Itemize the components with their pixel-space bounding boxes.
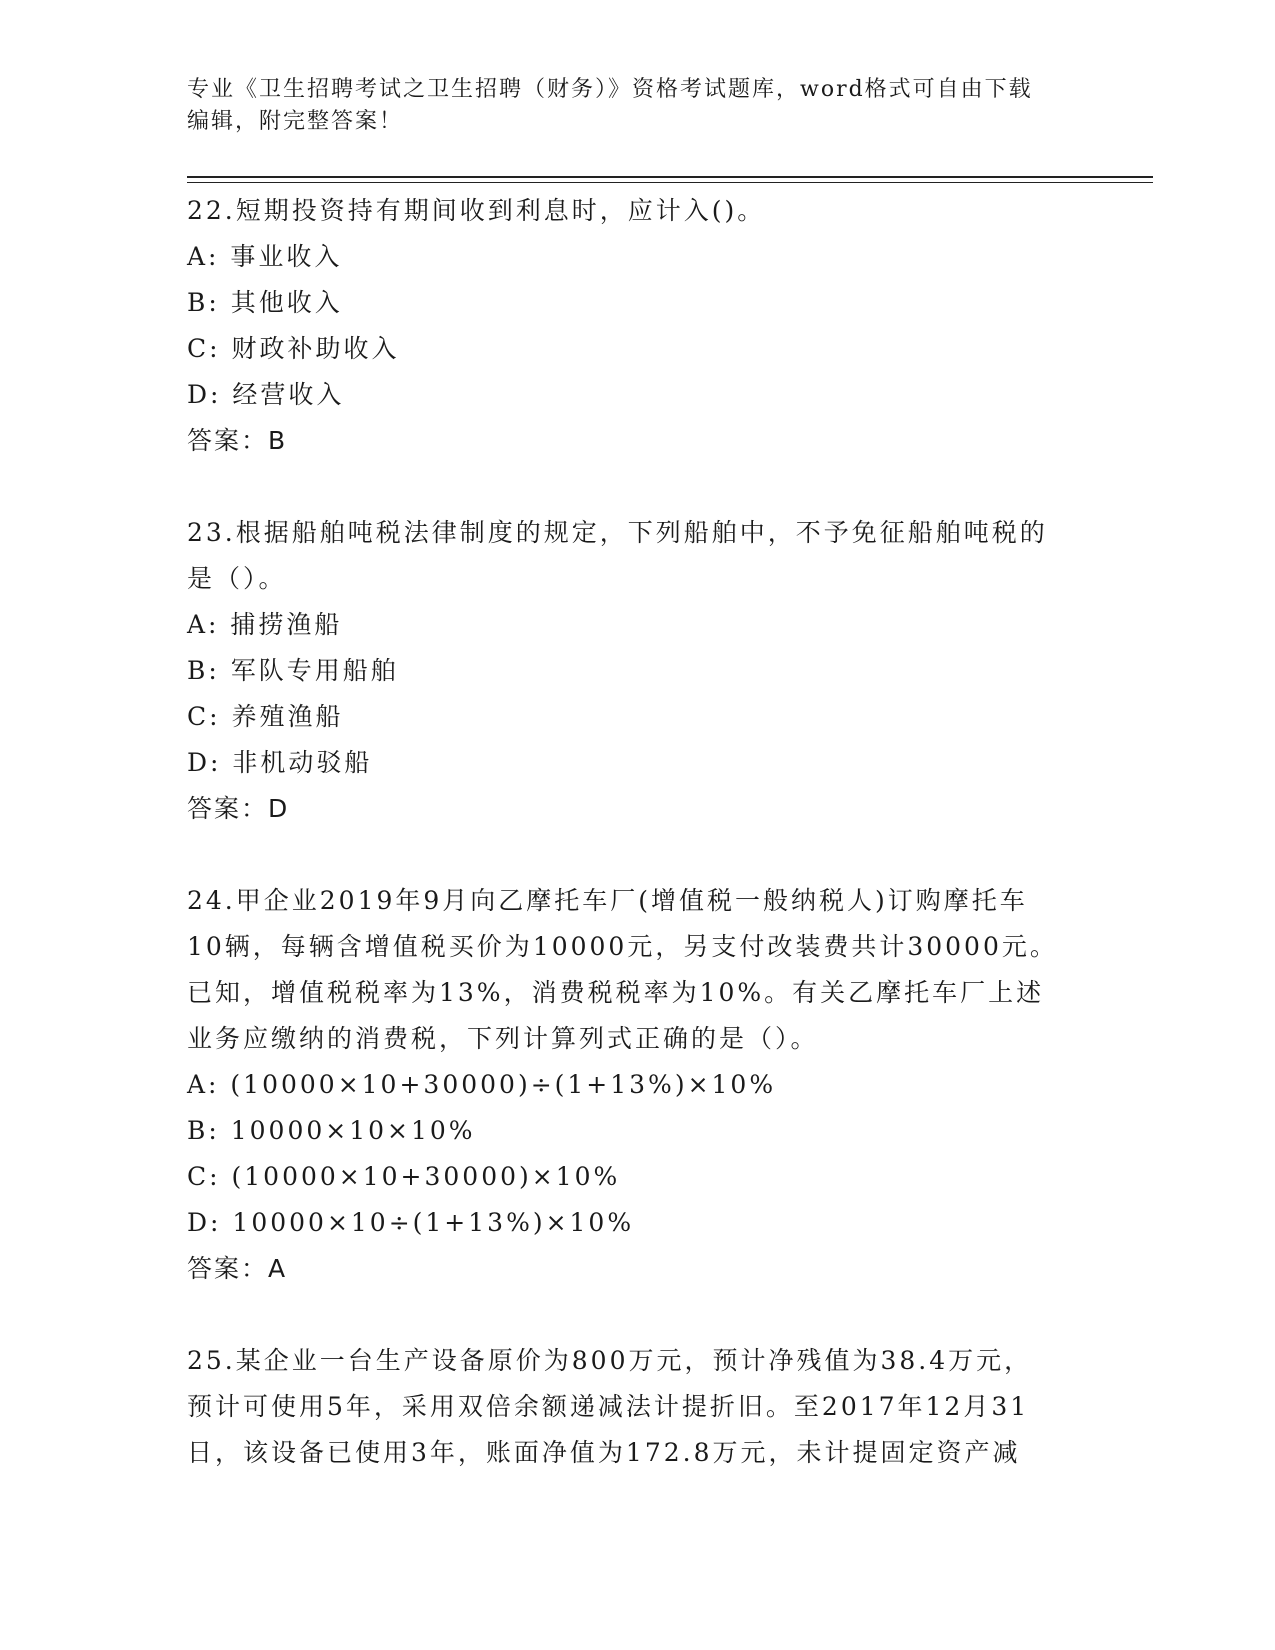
answer: 答案：A bbox=[187, 1254, 288, 1283]
header-line-2: 编辑，附完整答案！ bbox=[187, 109, 404, 134]
header-divider-thin bbox=[187, 182, 1153, 183]
option-a: A: 事业收入 bbox=[187, 242, 343, 271]
question-stem-line-2: 预计可使用5年，采用双倍余额递减法计提折旧。至2017年12月31 bbox=[187, 1392, 1030, 1421]
question-stem-line-3: 已知，增值税税率为13%，消费税税率为10%。有关乙摩托车厂上述 bbox=[187, 978, 1045, 1007]
option-a: A: 捕捞渔船 bbox=[187, 610, 343, 639]
answer: 答案：B bbox=[187, 426, 288, 455]
question-stem-line-1: 23.根据船舶吨税法律制度的规定，下列船舶中，不予免征船舶吨税的 bbox=[187, 518, 1048, 547]
question-25 bbox=[187, 1338, 1087, 1476]
question-stem-line-2: 是（）。 bbox=[187, 564, 287, 593]
option-d: D: 10000×10÷(1+13%)×10% bbox=[187, 1208, 635, 1237]
question-24 bbox=[187, 878, 1087, 1292]
header-divider-thick bbox=[187, 176, 1153, 178]
header-line-1: 专业《卫生招聘考试之卫生招聘（财务）》资格考试题库，word格式可自由下载 bbox=[187, 77, 1033, 102]
question-stem-line-3: 日，该设备已使用3年，账面净值为172.8万元，未计提固定资产减 bbox=[187, 1438, 1021, 1467]
answer: 答案：D bbox=[187, 794, 290, 823]
option-c: C: (10000×10+30000)×10% bbox=[187, 1162, 621, 1191]
question-23 bbox=[187, 510, 1087, 832]
option-d: D: 经营收入 bbox=[187, 380, 345, 409]
option-a: A: (10000×10+30000)÷(1+13%)×10% bbox=[187, 1070, 777, 1099]
option-b: B: 10000×10×10% bbox=[187, 1116, 476, 1145]
question-22 bbox=[187, 188, 1087, 464]
option-b: B: 其他收入 bbox=[187, 288, 343, 317]
question-stem-line-4: 业务应缴纳的消费税，下列计算列式正确的是（）。 bbox=[187, 1024, 819, 1053]
option-c: C: 养殖渔船 bbox=[187, 702, 344, 731]
question-stem-line-2: 10辆，每辆含增值税买价为10000元，另支付改装费共计30000元。 bbox=[187, 932, 1058, 961]
question-stem-line-1: 25.某企业一台生产设备原价为800万元，预计净残值为38.4万元， bbox=[187, 1346, 1033, 1375]
option-b: B: 军队专用船舶 bbox=[187, 656, 399, 685]
document-header bbox=[187, 74, 1067, 138]
question-list bbox=[187, 188, 1087, 1476]
question-stem-line-1: 24.甲企业2019年9月向乙摩托车厂(增值税一般纳税人)订购摩托车 bbox=[187, 886, 1028, 915]
option-d: D: 非机动驳船 bbox=[187, 748, 373, 777]
question-stem: 22.短期投资持有期间收到利息时，应计入()。 bbox=[187, 196, 766, 225]
option-c: C: 财政补助收入 bbox=[187, 334, 400, 363]
